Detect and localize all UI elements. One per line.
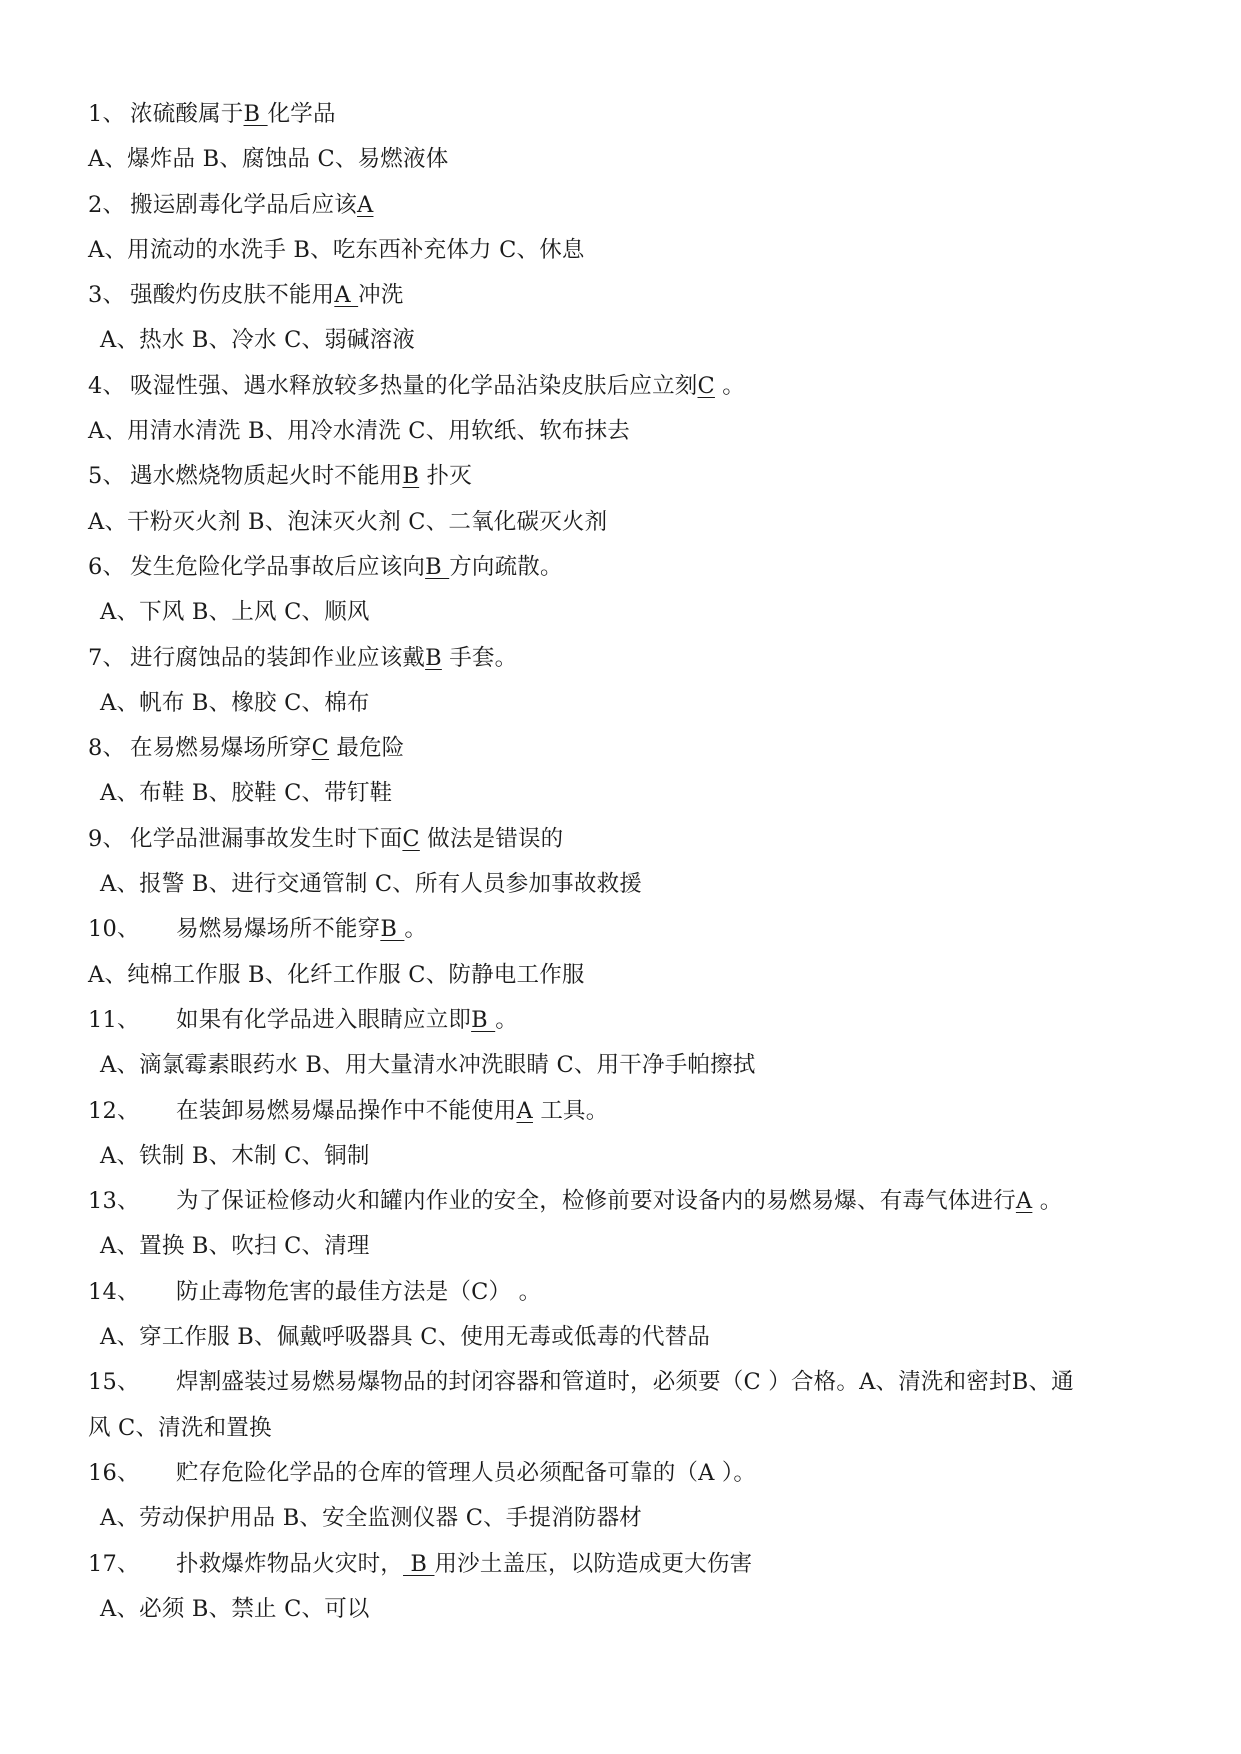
question-text: 焊割盛装过易燃易爆物品的封闭容器和管道时，必须要（C ）合格。A、清洗和密封B、通 (176, 1369, 1074, 1396)
options-line: A、铁制 B、木制 C、铜制 (100, 1142, 370, 1169)
question-number: 2、 (88, 191, 126, 218)
question-number: 15、 (88, 1369, 140, 1396)
question-number: 8、 (88, 735, 126, 762)
options-line: A、帆布 B、橡胶 C、棉布 (100, 689, 370, 716)
question-line (88, 998, 1158, 1043)
question-line (88, 907, 1158, 952)
question-text-tail: 化学品 (267, 101, 336, 127)
answer-blank: B (425, 644, 442, 671)
question-number: 10、 (88, 916, 140, 943)
options-line: A、爆炸品 B、腐蚀品 C、易燃液体 (88, 146, 449, 173)
answer-blank: B (402, 463, 420, 490)
options-line: A、必须 B、禁止 C、可以 (100, 1595, 370, 1622)
question-number: 11、 (88, 1006, 140, 1033)
question-text: 化学品泄漏事故发生时下面 (130, 825, 403, 852)
answer-blank: C (311, 735, 330, 762)
question-text: 易燃易爆场所不能穿 (176, 916, 381, 943)
answer-blank: B (243, 101, 268, 127)
answer-blank: B (380, 916, 405, 943)
options-line: A、置换 B、吹扫 C、清理 (100, 1233, 370, 1260)
question-text-tail: 做法是错误的 (419, 825, 564, 852)
answer-blank: A (334, 282, 359, 309)
question-text: 在装卸易燃易爆品操作中不能使用 (176, 1097, 517, 1124)
question-number: 7、 (88, 644, 126, 671)
question-line (88, 636, 1158, 681)
question-text: 遇水燃烧物质起火时不能用 (130, 463, 403, 490)
question-number: 13、 (88, 1188, 140, 1215)
question-number: 14、 (88, 1278, 140, 1305)
question-text: 在易燃易爆场所穿 (130, 735, 312, 762)
question-text-tail: 。 (404, 916, 428, 943)
question-list (88, 92, 1158, 1632)
question-text-tail: 。 (495, 1006, 518, 1033)
question-text-tail: 冲洗 (358, 282, 404, 309)
question-line (88, 726, 1158, 771)
options-line: A、干粉灭火剂 B、泡沫灭火剂 C、二氧化碳灭火剂 (88, 508, 608, 535)
question-line (88, 1179, 1158, 1224)
question-text-tail: 。 (1032, 1188, 1063, 1215)
question-text-tail: 用沙土盖压，以防造成更大伤害 (434, 1550, 753, 1577)
question-number: 1、 (88, 101, 126, 127)
question-number: 12、 (88, 1097, 140, 1124)
question-line (88, 1542, 1158, 1587)
question-line (88, 817, 1158, 862)
options-line: A、纯棉工作服 B、化纤工作服 C、防静电工作服 (88, 961, 585, 988)
question-number: 3、 (88, 282, 126, 309)
question-number: 16、 (88, 1459, 140, 1486)
answer-blank: B (471, 1006, 496, 1033)
answer-blank: B (403, 1550, 435, 1577)
question-text: 浓硫酸属于 (130, 101, 244, 127)
question-continuation: 风 C、清洗和置换 (88, 1414, 272, 1441)
question-number: 6、 (88, 553, 126, 580)
options-line: A、用清水清洗 B、用冷水清洗 C、用软纸、软布抹去 (88, 418, 631, 445)
question-line (88, 1270, 1158, 1315)
question-text: 为了保证检修动火和罐内作业的安全，检修前要对设备内的易燃易爆、有毒气体进行 (176, 1188, 1016, 1215)
options-line: A、报警 B、进行交通管制 C、所有人员参加事故救援 (100, 871, 643, 898)
options-line: A、劳动保护用品 B、安全监测仪器 C、手提消防器材 (100, 1505, 643, 1532)
question-number: 4、 (88, 372, 126, 399)
question-text-tail: 扑灭 (419, 463, 472, 490)
answer-blank: C (402, 825, 420, 852)
question-text-tail: 最危险 (329, 735, 405, 762)
question-text-tail: 手套。 (441, 644, 518, 671)
question-line (88, 1360, 1158, 1405)
question-text: 搬运剧毒化学品后应该 (130, 191, 358, 218)
question-number: 17、 (88, 1550, 140, 1577)
question-text: 进行腐蚀品的装卸作业应该戴 (130, 644, 426, 671)
options-line: A、滴氯霉素眼药水 B、用大量清水冲洗眼睛 C、用干净手帕擦拭 (100, 1052, 756, 1079)
question-line (88, 545, 1158, 590)
answer-blank: A (516, 1097, 533, 1124)
options-line: A、热水 B、冷水 C、弱碱溶液 (100, 327, 416, 354)
question-line (88, 273, 1158, 318)
answer-blank: A (357, 191, 374, 218)
question-text: 扑救爆炸物品火灾时， (176, 1550, 404, 1577)
question-line (88, 364, 1158, 409)
question-line (88, 183, 1158, 228)
question-text-tail: 。 (714, 372, 745, 399)
options-line: A、穿工作服 B、佩戴呼吸器具 C、使用无毒或低毒的代替品 (100, 1324, 711, 1351)
question-text: 强酸灼伤皮肤不能用 (130, 282, 335, 309)
options-line: A、用流动的水洗手 B、吃东西补充体力 C、休息 (88, 236, 585, 263)
question-line (88, 92, 1158, 137)
question-number: 9、 (88, 825, 126, 852)
question-text: 发生危险化学品事故后应该向 (130, 553, 426, 580)
question-text: 防止毒物危害的最佳方法是（C） 。 (176, 1278, 542, 1305)
question-line (88, 1451, 1158, 1496)
options-line: A、布鞋 B、胶鞋 C、带钉鞋 (100, 780, 393, 807)
question-text-tail: 工具。 (532, 1097, 609, 1124)
question-number: 5、 (88, 463, 126, 490)
question-text: 吸湿性强、遇水释放较多热量的化学品沾染皮肤后应立刻 (130, 372, 698, 399)
answer-blank: A (1015, 1188, 1033, 1215)
question-line (88, 1089, 1158, 1134)
answer-blank: C (697, 372, 715, 399)
question-text: 贮存危险化学品的仓库的管理人员必须配备可靠的（A ）。 (176, 1459, 757, 1486)
options-line: A、下风 B、上风 C、顺风 (100, 599, 370, 626)
question-text-tail: 方向疏散。 (449, 553, 563, 580)
answer-blank: B (425, 553, 450, 580)
question-line (88, 454, 1158, 499)
question-text: 如果有化学品进入眼睛应立即 (176, 1006, 472, 1033)
